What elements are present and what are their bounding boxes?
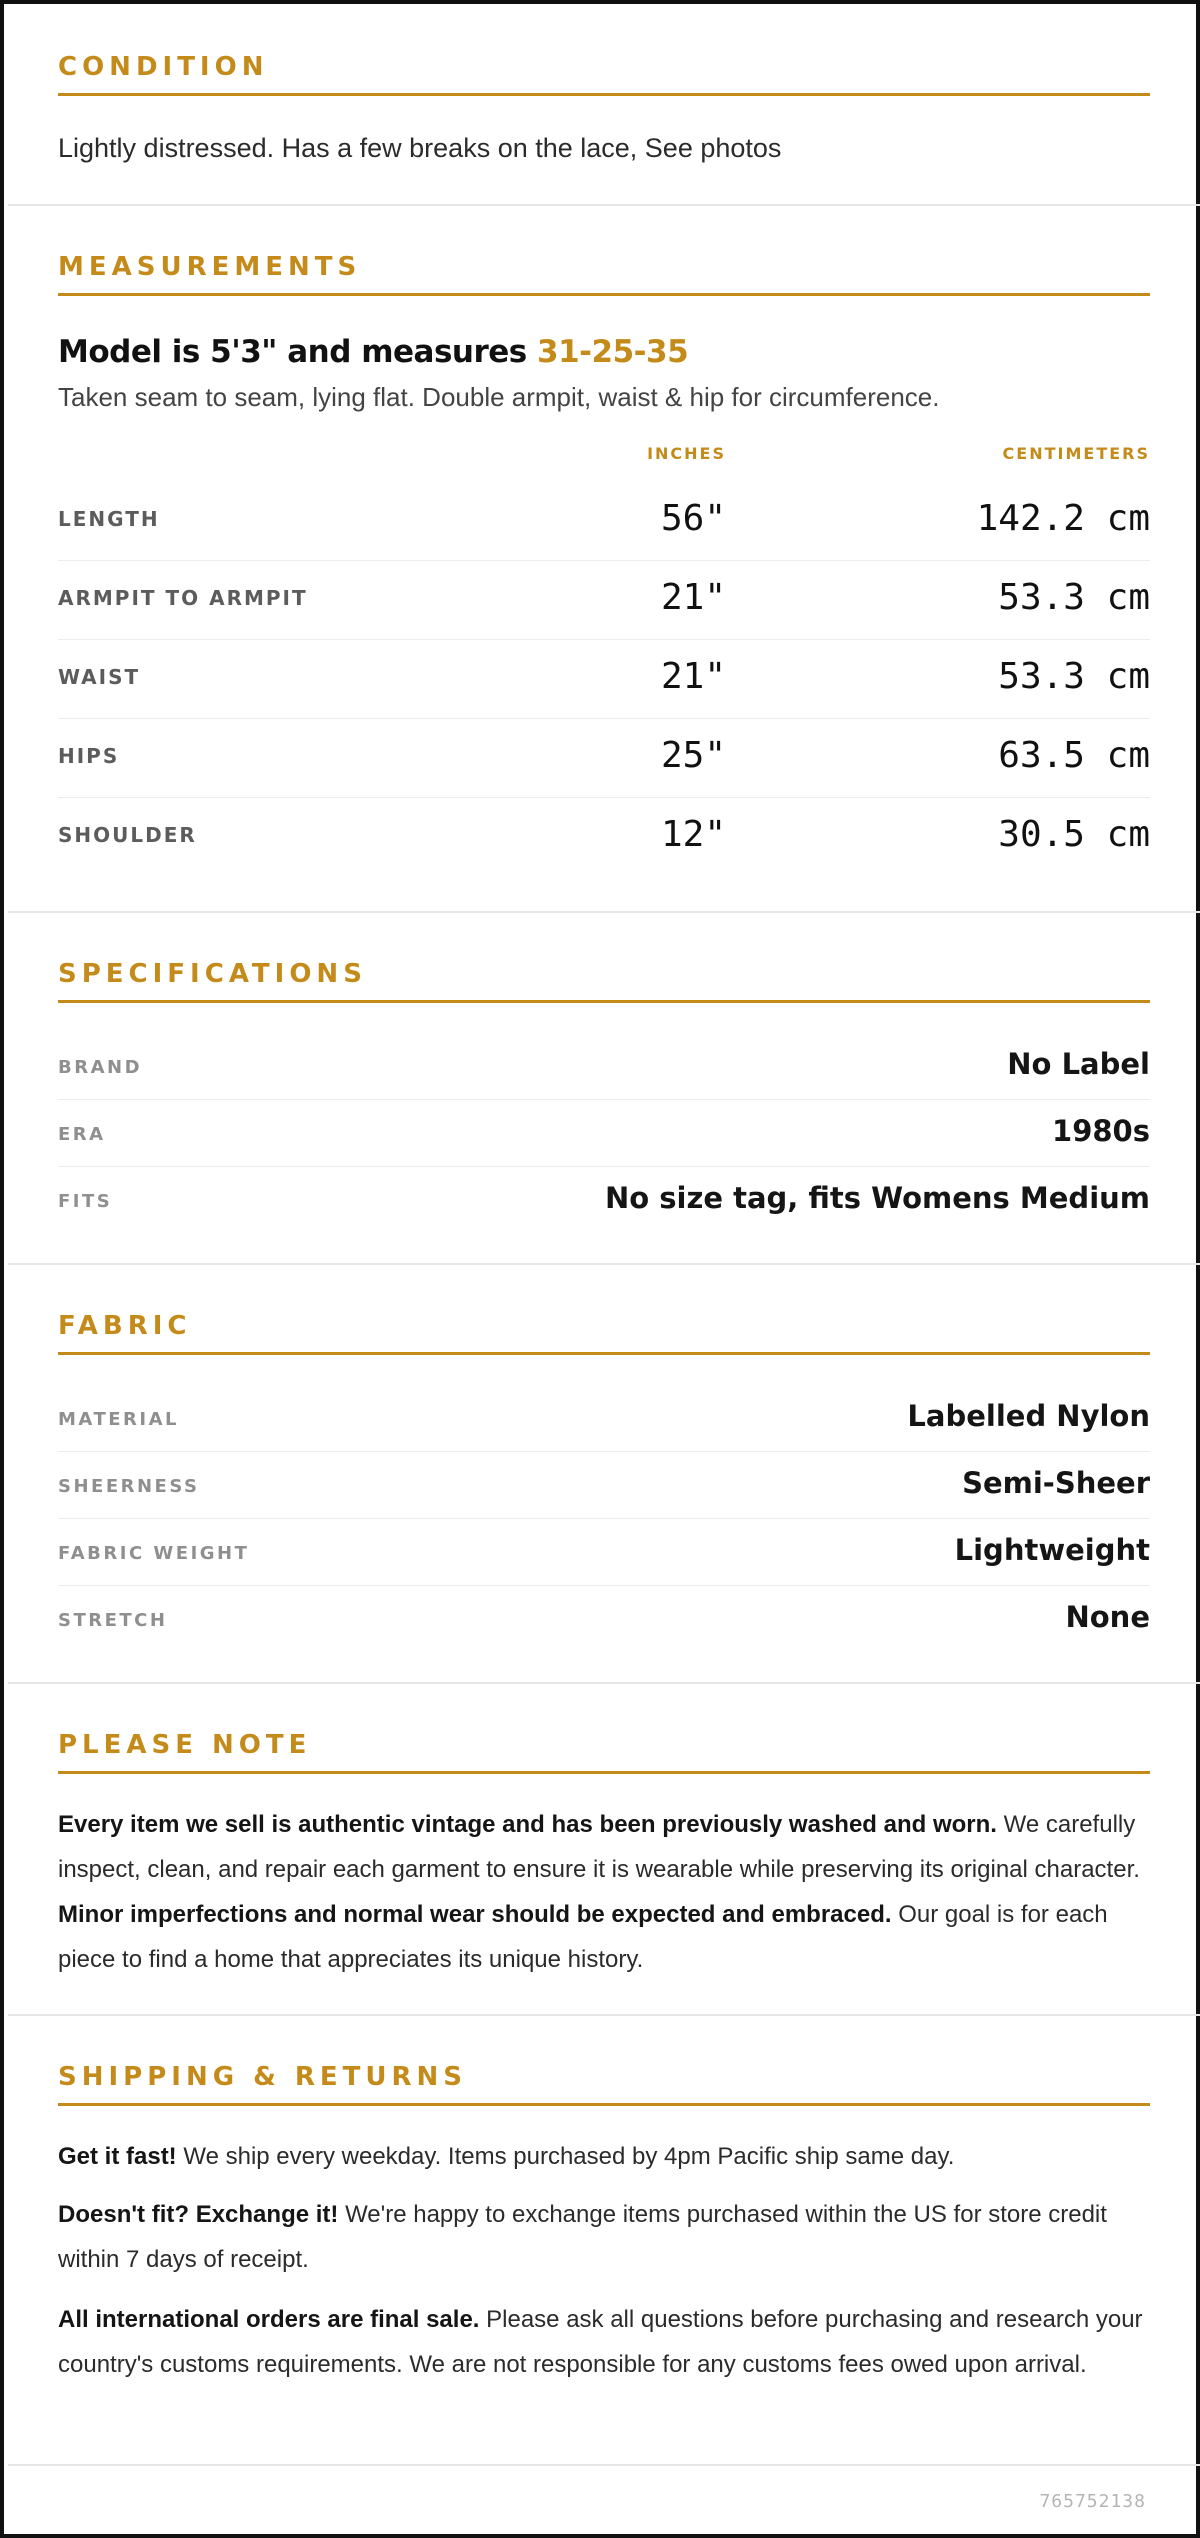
specifications-heading: SPECIFICATIONS: [58, 957, 1150, 1003]
shipping-bold-1: Get it fast!: [58, 2143, 177, 2170]
spec-row: [58, 1167, 1150, 1234]
note-bold-2: Minor imperfections and normal wear should be expected and embraced.: [58, 1901, 892, 1928]
note-text-1: We carefully inspect, clean, and repair each garment to ensure it is wearable while preserving its original character.: [58, 1811, 1140, 1883]
fabric-value: Labelled Nylon: [907, 1399, 1150, 1433]
measurement-inches: 21": [660, 577, 726, 618]
please-note-text: [58, 1802, 1150, 1982]
fabric-value: Lightweight: [954, 1533, 1150, 1567]
measurement-row: [58, 640, 1150, 719]
measurement-cm: 63.5 cm: [998, 735, 1150, 776]
model-value: 31-25-35: [537, 334, 689, 370]
measurement-row: [58, 561, 1150, 640]
spec-label: BRAND: [58, 1057, 143, 1078]
note-text-2: Our goal is for each piece to find a home that appreciates its unique history.: [58, 1901, 1108, 1973]
measurements-subtitle: Taken seam to seam, lying flat. Double armpit, waist & hip for circumference.: [58, 382, 940, 412]
fabric-label: FABRIC WEIGHT: [58, 1543, 250, 1564]
measurement-label: LENGTH: [58, 507, 160, 531]
note-bold-1: Every item we sell is authentic vintage and has been previously washed and worn.: [58, 1811, 997, 1838]
fabric-row: [58, 1586, 1150, 1653]
fabric-heading: FABRIC: [58, 1309, 1150, 1355]
measurement-label: SHOULDER: [58, 823, 197, 847]
please-note-heading: PLEASE NOTE: [58, 1728, 1150, 1774]
shipping-paragraph-3: [58, 2297, 1150, 2387]
centimeters-column-header: CENTIMETERS: [1002, 444, 1150, 463]
measurement-inches: 12": [660, 814, 726, 855]
model-prefix: Model is 5'3" and measures: [58, 334, 538, 370]
measurement-cm: 142.2 cm: [976, 498, 1150, 539]
measurement-label: WAIST: [58, 665, 141, 689]
item-id: 765752138: [1039, 2491, 1146, 2512]
spec-label: ERA: [58, 1124, 106, 1145]
measurement-row: [58, 482, 1150, 561]
measurement-label: HIPS: [58, 744, 120, 768]
measurements-section: [8, 206, 1200, 913]
shipping-paragraph-2: [58, 2192, 1150, 2282]
inches-column-header: INCHES: [647, 444, 726, 463]
shipping-bold-2: Doesn't fit? Exchange it!: [58, 2201, 339, 2228]
measurement-label: ARMPIT TO ARMPIT: [58, 586, 308, 610]
specifications-section: [8, 913, 1200, 1265]
model-measures-title: [58, 334, 688, 370]
measurement-inches: 21": [660, 656, 726, 697]
spec-value: No size tag, fits Womens Medium: [604, 1181, 1150, 1215]
fabric-value: None: [1065, 1600, 1150, 1634]
measurement-cm: 53.3 cm: [998, 656, 1150, 697]
shipping-paragraph-1: [58, 2134, 1150, 2179]
measurement-cm: 53.3 cm: [998, 577, 1150, 618]
fabric-label: MATERIAL: [58, 1409, 179, 1430]
fabric-section: [8, 1265, 1200, 1684]
condition-text: Lightly distressed. Has a few breaks on the lace, See photos: [58, 133, 782, 163]
shipping-text-1: We ship every weekday. Items purchased by 4pm Pacific ship same day.: [176, 2143, 955, 2170]
fabric-row: [58, 1452, 1150, 1519]
measurement-row: [58, 798, 1150, 877]
shipping-bold-3: All international orders are final sale.: [58, 2306, 480, 2333]
measurement-inches: 25": [660, 735, 726, 776]
spec-value: No Label: [1007, 1047, 1150, 1081]
measurement-cm: 30.5 cm: [998, 814, 1150, 855]
shipping-section: [8, 2016, 1200, 2466]
spec-label: FITS: [58, 1191, 113, 1212]
spec-row: [58, 1033, 1150, 1100]
fabric-label: SHEERNESS: [58, 1476, 200, 1497]
shipping-heading: SHIPPING & RETURNS: [58, 2060, 1150, 2106]
fabric-row: [58, 1519, 1150, 1586]
fabric-value: Semi-Sheer: [962, 1466, 1150, 1500]
shipping-text-2: We're happy to exchange items purchased within the US for store credit within 7 days of receipt.: [58, 2201, 1107, 2273]
shipping-text-3: Please ask all questions before purchasing and research your country's customs requirements. We are not responsible for any customs fees owed upon arrival.: [58, 2306, 1143, 2378]
condition-heading: CONDITION: [58, 50, 1150, 96]
fabric-label: STRETCH: [58, 1610, 168, 1631]
measurement-inches: 56": [660, 498, 726, 539]
condition-section: [8, 4, 1200, 206]
measurement-row: [58, 719, 1150, 798]
please-note-section: [8, 1684, 1200, 2016]
spec-row: [58, 1100, 1150, 1167]
spec-value: 1980s: [1052, 1114, 1150, 1148]
measurements-heading: MEASUREMENTS: [58, 250, 1150, 296]
fabric-row: [58, 1385, 1150, 1452]
